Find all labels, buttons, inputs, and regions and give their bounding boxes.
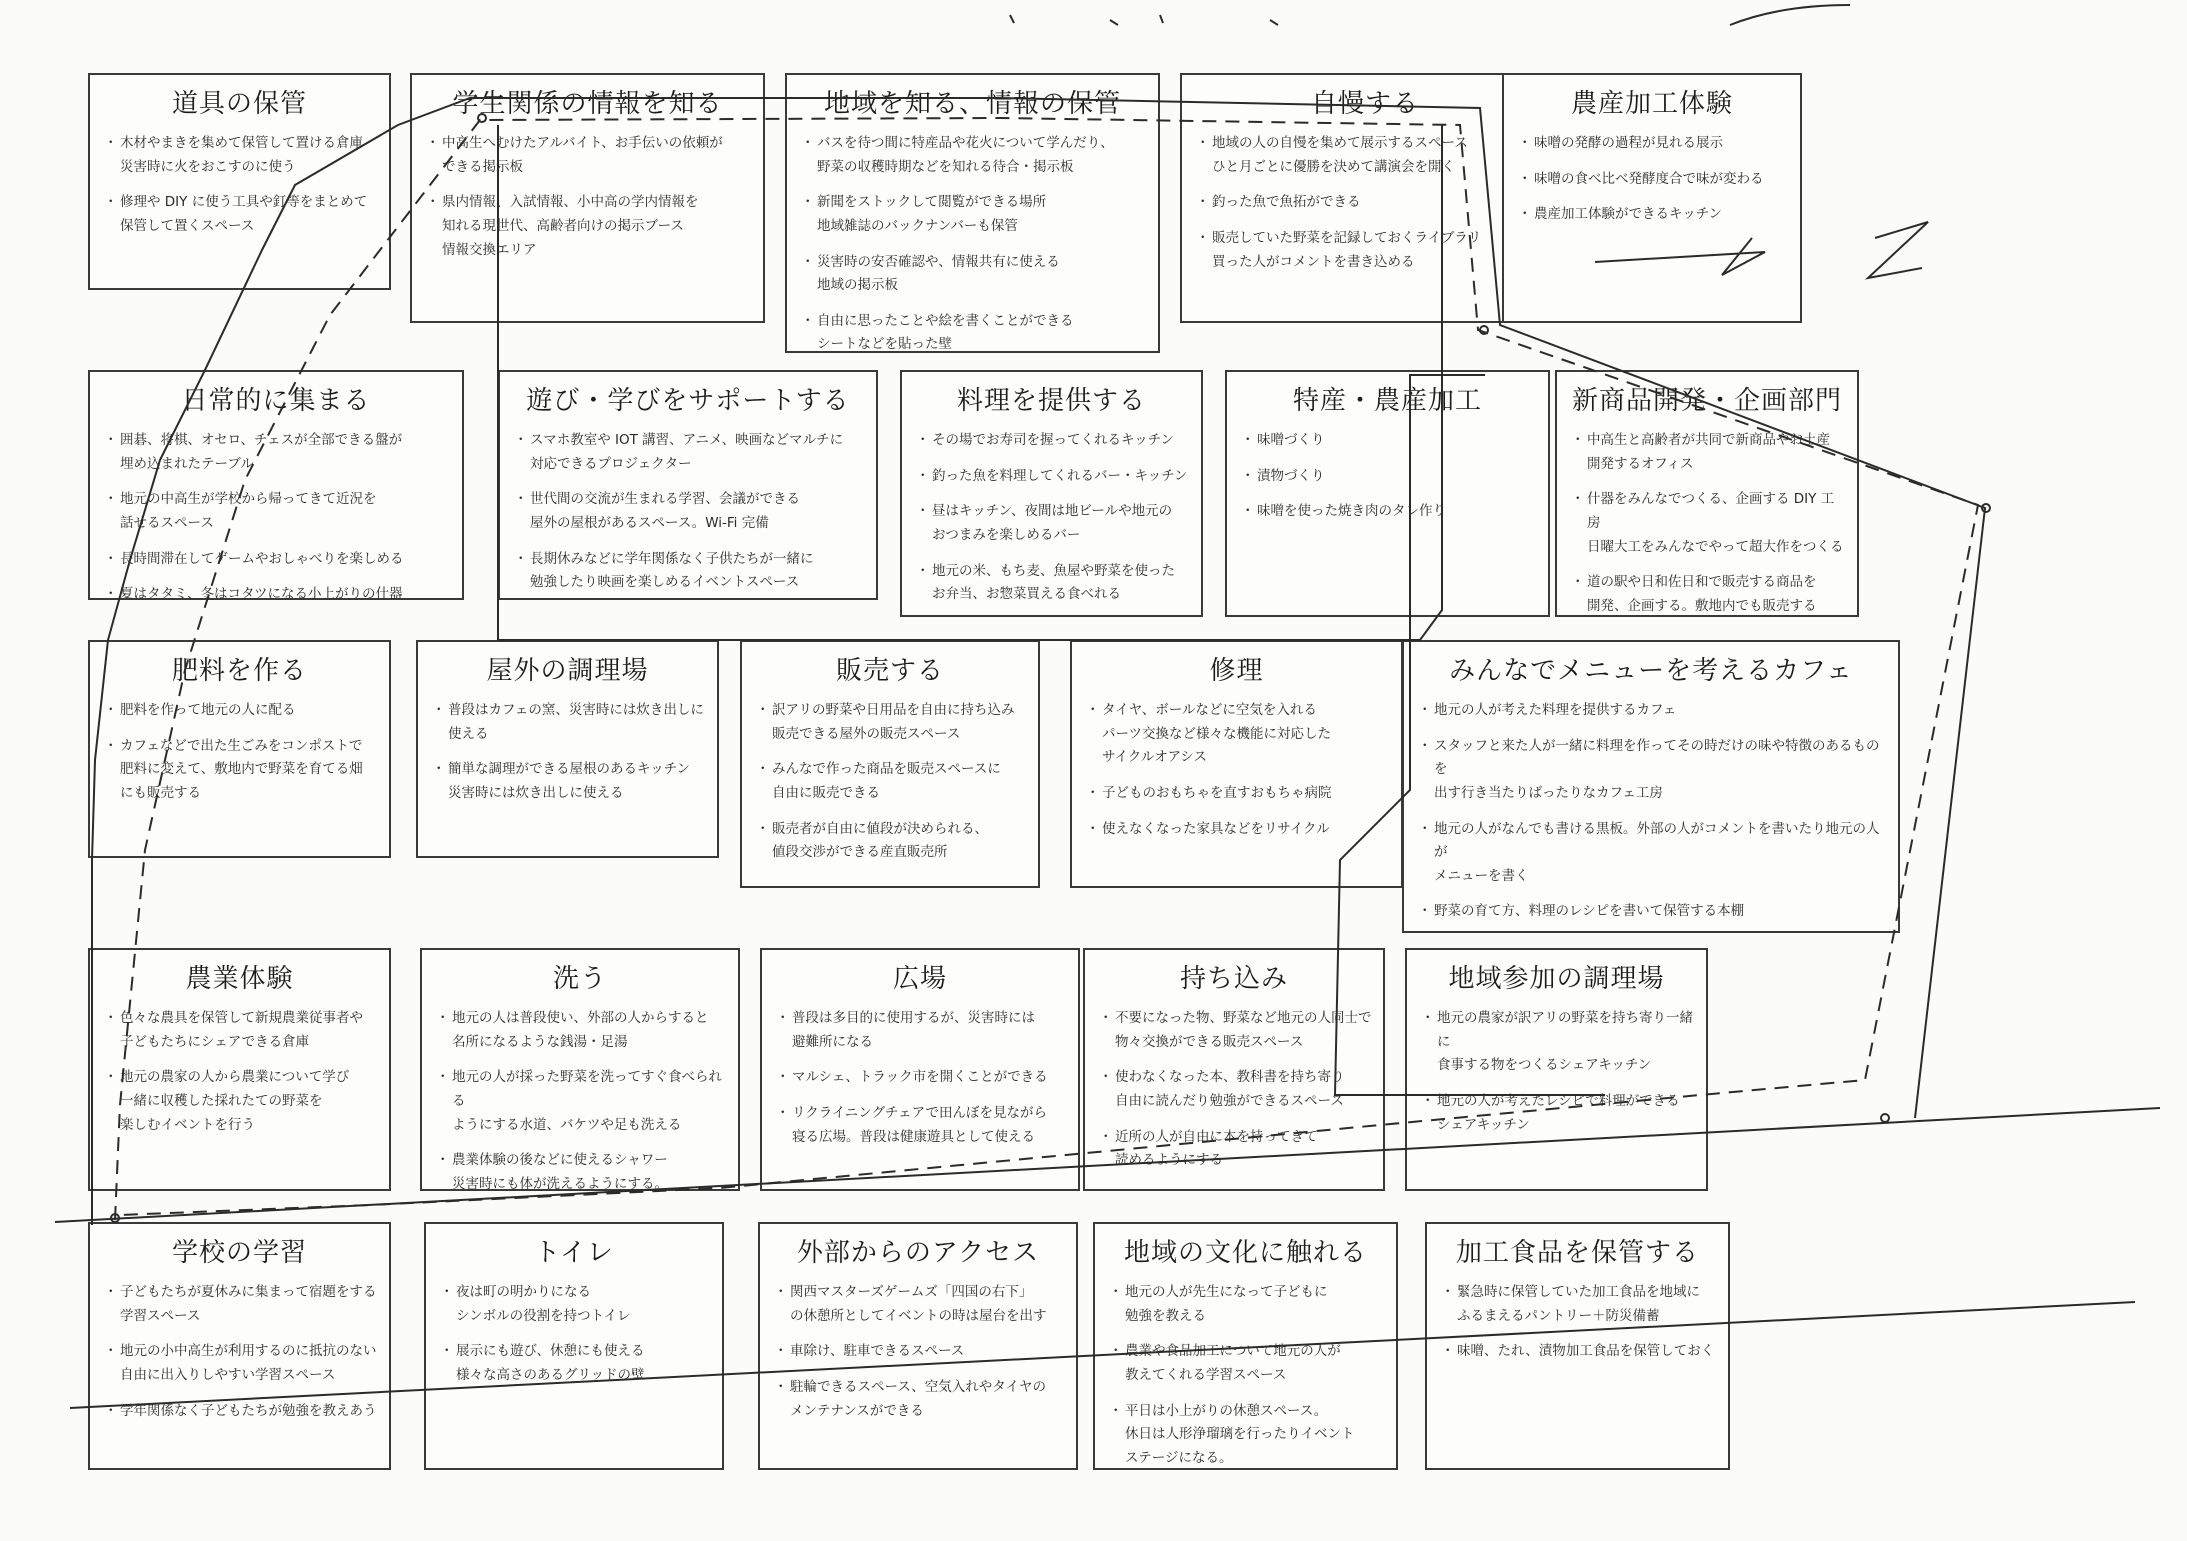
zone-card [88,1222,391,1470]
zone-card-item: ・ 新聞をストックして閲覧ができる場所 地域雑誌のバックナンバーも保管 [803,191,1148,238]
zone-card-items [1504,132,1800,227]
zone-card [1502,73,1802,323]
zone-card-title: 外部からのアクセス [796,1238,1040,1268]
zone-card [424,1222,724,1470]
zone-card [88,948,391,1191]
zone-card-item: ・ 学年関係なく子どもたちが勉強を教えあう [106,1400,379,1424]
zone-card-title: 加工食品を保管する [1455,1238,1699,1268]
zone-card-items [422,1007,738,1196]
zone-card [1425,1222,1730,1470]
zone-card-item: ・ 地元の小中高生が利用するのに抵抗のない 自由に出入りしやすい学習スペース [106,1340,379,1387]
zone-card-items [500,429,876,595]
zone-card-item: ・ 近所の人が自由に本を持ってきて 読めるようにする [1101,1126,1373,1173]
zone-card-item: ・ マルシェ、トラック市を開くことができる [778,1066,1068,1090]
zone-card-item: ・ 自由に思ったことや絵を書くことができる シートなどを貼った壁 [803,310,1148,357]
zone-card-item: ・ 肥料を作って地元の人に配る [106,699,379,723]
zone-card-title: 道具の保管 [171,89,307,119]
zone-card-item: ・ 地元の米、もち麦、魚屋や野菜を使った お弁当、お惣菜買える食べれる [918,560,1191,607]
zone-card-title: 料理を提供する [956,386,1146,416]
zone-card [1083,948,1385,1191]
zone-card-item: ・ 世代間の交流が生まれる学習、会議ができる 屋外の屋根があるスペース。Wi-Fi 完備 [516,488,866,535]
zone-card-item: ・ その場でお寿司を握ってくれるキッチン [918,429,1191,453]
zone-card-item: ・ 什器をみんなでつくる、企画する DIY 工房 日曜大工をみんなでやって超大作をつくる [1573,488,1847,559]
zone-card-item: ・ 地元の人がなんでも書ける黒板。外部の人がコメントを書いたり地元の人が メニューを書く [1420,818,1888,889]
zone-card-item: ・ みんなで作った商品を販売スペースに 自由に販売できる [758,758,1028,805]
zone-card-items [412,132,763,262]
zone-card-item: ・ タイヤ、ボールなどに空気を入れる パーツ交換など様々な機能に対応した サイクルオアシス [1088,699,1391,770]
zone-card-item: ・ 色々な農具を保管して新規農業従事者や 子どもたちにシェアできる倉庫 [106,1007,379,1054]
zone-card [88,370,464,603]
zone-card-title: 広場 [892,964,947,994]
zone-card [1402,640,1900,933]
zone-card-item: ・ 修理や DIY に使う工具や釘等をまとめて 保管して置くスペース [106,191,379,238]
zone-card [88,640,391,858]
zone-card-item: ・ 地元の人が考えた料理を提供するカフェ [1420,699,1888,723]
zone-card [1093,1222,1398,1470]
zone-card-title: 特産・農産加工 [1292,386,1482,416]
zone-card-title: 修理 [1209,656,1264,686]
zone-card-title: 地域参加の調理場 [1448,964,1665,994]
zone-card [88,73,391,290]
zone-card [498,370,878,600]
zone-card [1180,73,1550,323]
zone-card [900,370,1203,617]
zone-card-item: ・ 味噌づくり [1243,429,1538,453]
zone-card-title: 地域を知る、情報の保管 [823,89,1121,119]
zone-card-title: 屋外の調理場 [486,656,649,686]
zone-card-items [90,429,462,607]
zone-card-item: ・ 展示にも遊び、休憩にも使える 様々な高さのあるグリッドの壁 [442,1340,712,1387]
zone-card-item: ・ 普段は多目的に使用するが、災害時には 避難所になる [778,1007,1068,1054]
zone-card-item: ・ 昼はキッチン、夜間は地ビールや地元の おつまみを楽しめるバー [918,500,1191,547]
zone-card-items [90,132,389,239]
zone-card-item: ・ 関西マスターズゲームズ「四国の右下」 の休憩所としてイベントの時は屋台を出す [776,1281,1066,1328]
zone-card-items [90,1281,389,1423]
zone-card-item: ・ 中高生へむけたアルバイト、お手伝いの依頼が できる掲示板 [428,132,753,179]
zone-card-item: ・ スタッフと来た人が一緒に料理を作ってその時だけの味や特徴のあるものを 出す行き当たりばったりなカフェ工房 [1420,735,1888,806]
zone-card-item: ・ 簡単な調理ができる屋根のあるキッチン 災害時には炊き出しに使える [434,758,707,805]
zone-card-item: ・ 農業体験の後などに使えるシャワー 災害時にも体が洗えるようにする。 [438,1149,728,1196]
zone-card-item: ・ 子どもたちが夏休みに集まって宿題をする 学習スペース [106,1281,379,1328]
zone-card-item: ・ 夜は町の明かりになる シンボルの役割を持つトイレ [442,1281,712,1328]
zone-card-items [418,699,717,806]
zone-card-item: ・ 普段はカフェの窯、災害時には炊き出しに 使える [434,699,707,746]
zone-card-item: ・ 駐輪できるスペース、空気入れやタイヤの メンテナンスができる [776,1376,1066,1423]
zone-card-item: ・ リクライニングチェアで田んぼを見ながら 寝る広場。普段は健康遊具として使える [778,1102,1068,1149]
zone-card-item: ・ 味噌、たれ、漬物加工食品を保管しておく [1443,1340,1718,1364]
zone-card-item: ・ 訳アリの野菜や日用品を自由に持ち込み 販売できる屋外の販売スペース [758,699,1028,746]
zone-card-items [787,132,1158,357]
zone-card-item: ・ 釣った魚で魚拓ができる [1198,191,1538,215]
zone-card-items [1182,132,1548,274]
zone-card-items [1095,1281,1396,1470]
zone-card-items [90,699,389,806]
zone-card-items [90,1007,389,1137]
zone-card-item: ・ 長時間滞在してゲームやおしゃべりを楽しめる [106,548,452,572]
zone-card-items [762,1007,1078,1149]
zone-card-title: 学生関係の情報を知る [452,89,723,119]
zone-card-item: ・ 使わなくなった本、教科書を持ち寄り 自由に読んだり勉強ができるスペース [1101,1066,1373,1113]
zone-card-item: ・ 子どものおもちゃを直すおもちゃ病院 [1088,782,1391,806]
zone-card-item: ・ 地域の人の自慢を集めて展示するスペース ひと月ごとに優勝を決めて講演会を開く [1198,132,1538,179]
zone-card-item: ・ 県内情報、入試情報、小中高の学内情報を 知れる現世代、高齢者向けの掲示ブース 情報交換エリア [428,191,753,262]
zone-card-item: ・ 地元の人は普段使い、外部の人からすると 名所になるような銭湯・足湯 [438,1007,728,1054]
zone-card-item: ・ 味噌の食べ比べ発酵度合で味が変わる [1520,168,1790,192]
zone-card-item: ・ 地元の農家が訳アリの野菜を持ち寄り一緒に 食事する物をつくるシェアキッチン [1423,1007,1696,1078]
zone-card-item: ・ 使えなくなった家具などをリサイクル [1088,818,1391,842]
zone-card-items [742,699,1038,865]
zone-card-title: 地域の文化に触れる [1123,1238,1367,1268]
zone-card [410,73,765,323]
zone-card-item: ・ 農産加工体験ができるキッチン [1520,203,1790,227]
zone-card [740,640,1040,888]
zone-card-item: ・ 野菜の育て方、料理のレシピを書いて保管する本棚 [1420,900,1888,924]
zone-card-item: ・ 道の駅や日和佐日和で販売する商品を 開発、企画する。敷地内でも販売する [1573,571,1847,618]
zone-card-item: ・ 平日は小上がりの休憩スペース。 休日は人形浄瑠璃を行ったりイベント ステージになる。 [1111,1400,1386,1471]
zone-card-item: ・ カフェなどで出た生ごみをコンポストで 肥料に変えて、敷地内で野菜を育てる畑 にも販売する [106,735,379,806]
zone-card-items [1085,1007,1383,1173]
zone-card-items [1404,699,1898,924]
zone-card [1225,370,1550,617]
zone-card-title: 洗う [552,964,607,994]
zone-card-title: 販売する [835,656,944,686]
zone-card-title: 日常的に集まる [181,386,371,416]
zone-card-item: ・ 長期休みなどに学年関係なく子供たちが一緒に 勉強したり映画を楽しめるイベントスペース [516,548,866,595]
zone-card-title: 持ち込み [1179,964,1288,994]
zone-card-item: ・ 味噌の発酵の過程が見れる展示 [1520,132,1790,156]
zone-card-items [902,429,1201,607]
zone-card-item: ・ 囲碁、将棋、オセロ、チェスが全部できる盤が 埋め込まれたテーブル [106,429,452,476]
zone-card-item: ・ 緊急時に保管していた加工食品を地域に ふるまえるパントリー＋防災備蓄 [1443,1281,1718,1328]
zone-card-item: ・ 農業や食品加工について地元の人が 教えてくれる学習スペース [1111,1340,1386,1387]
zone-card-items [1557,429,1857,618]
zone-card-title: みんなでメニューを考えるカフェ [1449,656,1853,686]
zone-card-items [1227,429,1548,524]
zone-card-title: 遊び・学びをサポートする [526,386,850,416]
zone-card-title: 肥料を作る [171,656,307,686]
zone-card-item: ・ 販売していた野菜を記録しておくライブラリ 買った人がコメントを書き込める [1198,227,1538,274]
zone-card-title: トイレ [534,1238,614,1268]
zone-card-items [1427,1281,1728,1364]
zone-card-item: ・ 木材やまきを集めて保管して置ける倉庫 災害時に火をおこすのに使う [106,132,379,179]
zone-card-items [1072,699,1401,841]
zone-card-title: 自慢する [1310,89,1419,119]
zone-card-items [760,1281,1076,1423]
zone-card-title: 新商品開発・企画部門 [1571,386,1842,416]
zone-card-item: ・ 地元の人が採った野菜を洗ってすぐ食べられる ようにする水道、バケツや足も洗える [438,1066,728,1137]
zone-card-item: ・ 味噌を使った焼き肉のタレ作り [1243,500,1538,524]
zone-card-item: ・ 地元の人が考えたレシピで料理ができる シェアキッチン [1423,1090,1696,1137]
zone-card-items [1407,1007,1706,1137]
zone-card [760,948,1080,1191]
zone-card-item: ・ バスを待つ間に特産品や花火について学んだり、 野菜の収穫時期などを知れる待合・掲示板 [803,132,1148,179]
zone-card [785,73,1160,353]
zone-card-item: ・ 車除け、駐車できるスペース [776,1340,1066,1364]
zone-card-item: ・ 販売者が自由に値段が決められる、 値段交渉ができる産直販売所 [758,818,1028,865]
zone-card-title: 学校の学習 [171,1238,307,1268]
zone-card-item: ・ 不要になった物、野菜など地元の人同士で 物々交換ができる販売スペース [1101,1007,1373,1054]
zone-card-item: ・ 漬物づくり [1243,465,1538,489]
zone-card-item: ・ 釣った魚を料理してくれるバー・キッチン [918,465,1191,489]
zone-card [758,1222,1078,1470]
zone-card-item: ・ 夏はタタミ、冬はコタツになる小上がりの什器 [106,583,452,607]
zone-card-item: ・ 災害時の安否確認や、情報共有に使える 地域の掲示板 [803,251,1148,298]
zone-card [1405,948,1708,1191]
zone-card [420,948,740,1191]
zone-card-items [426,1281,722,1388]
zone-card-title: 農業体験 [185,964,294,994]
zone-card-item: ・ 地元の中高生が学校から帰ってきて近況を 話せるスペース [106,488,452,535]
zone-card-item: ・ 中高生と高齢者が共同で新商品やお土産 開発するオフィス [1573,429,1847,476]
zone-card [416,640,719,858]
zone-card-item: ・ スマホ教室や IOT 講習、アニメ、映画などマルチに 対応できるプロジェクター [516,429,866,476]
zone-card [1070,640,1403,888]
zone-card-title: 農産加工体験 [1570,89,1733,119]
zone-card-item: ・ 地元の農家の人から農業について学び 一緒に収穫した採れたての野菜を 楽しむイベントを行う [106,1066,379,1137]
zone-card-item: ・ 地元の人が先生になって子どもに 勉強を教える [1111,1281,1386,1328]
zone-card [1555,370,1859,617]
